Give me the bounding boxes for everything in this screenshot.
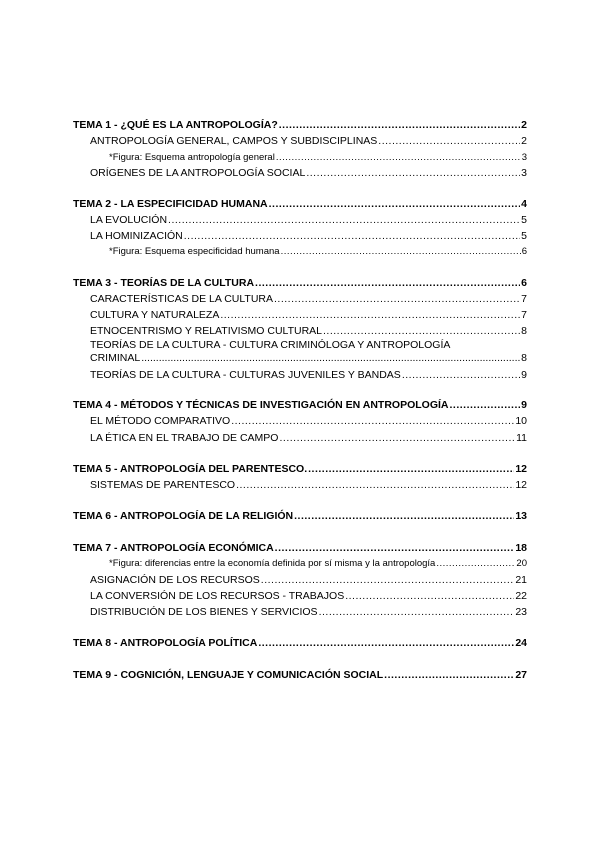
toc-page: 3	[521, 152, 527, 163]
dot-leader	[220, 309, 520, 321]
toc-title: LA HOMINIZACIÓN	[90, 230, 183, 242]
toc-page: 7	[521, 309, 527, 321]
toc-page: 27	[515, 669, 527, 681]
dot-leader	[255, 277, 520, 289]
toc-page: 6	[521, 246, 527, 257]
toc-entry-etnocentrismo[interactable]	[90, 325, 527, 337]
toc-page: 6	[521, 277, 527, 289]
toc-entry-tema-6[interactable]	[73, 510, 527, 522]
dot-leader	[276, 152, 521, 163]
toc-entry-sistemas-parentesco[interactable]	[90, 479, 527, 491]
toc-title: TEMA 5 - ANTROPOLOGÍA DEL PARENTESCO.	[73, 463, 308, 475]
toc-title: *Figura: Esquema antropología general	[109, 152, 275, 163]
toc-title: *Figura: diferencias entre la economía definida por sí misma y la antropología	[109, 558, 436, 569]
toc-title: LA EVOLUCIÓN	[90, 214, 168, 226]
dot-leader	[231, 415, 514, 427]
toc-entry-conversion[interactable]	[90, 590, 527, 602]
toc-entry-tema-1[interactable]	[73, 119, 527, 131]
toc-page: 23	[515, 606, 527, 618]
toc-entry-figura-especificidad[interactable]	[109, 246, 527, 257]
toc-page: 9	[521, 369, 527, 381]
toc-entry-figura-antropologia-general[interactable]	[109, 152, 527, 163]
toc-page: 21	[515, 574, 527, 586]
toc-entry-tema-4[interactable]	[73, 399, 527, 411]
toc-page: 8	[521, 325, 527, 337]
toc-title: TEMA 1 - ¿QUÉ ES LA ANTROPOLOGÍA?	[73, 119, 278, 131]
toc-title-line-1: TEORÍAS DE LA CULTURA - CULTURA CRIMINÓLOGA Y ANTROPOLOGÍA	[90, 339, 451, 351]
dot-leader	[168, 214, 520, 226]
dot-leader	[294, 510, 514, 522]
dot-leader	[323, 325, 520, 337]
toc-page: 24	[515, 637, 527, 649]
dot-leader	[261, 574, 515, 586]
toc-title: LA ÉTICA EN EL TRABAJO DE CAMPO	[90, 432, 279, 444]
toc-title: TEMA 8 - ANTROPOLOGÍA POLÍTICA	[73, 637, 258, 649]
toc-page: 7	[521, 293, 527, 305]
toc-page: 12	[515, 463, 527, 475]
toc-entry-origenes[interactable]	[90, 167, 527, 179]
toc-entry-antropologia-general[interactable]	[90, 135, 527, 147]
toc-title: TEMA 3 - TEORÍAS DE LA CULTURA	[73, 277, 255, 289]
toc-page: 4	[521, 198, 527, 210]
toc-title-line-2-row	[90, 352, 527, 365]
dot-leader	[236, 479, 514, 491]
toc-title: TEMA 6 - ANTROPOLOGÍA DE LA RELIGIÓN	[73, 510, 294, 522]
toc-entry-tema-8[interactable]	[73, 637, 527, 649]
dot-leader	[384, 669, 514, 681]
toc-title: EL MÉTODO COMPARATIVO	[90, 415, 231, 427]
toc-page: 5	[521, 230, 527, 242]
toc-title: ORÍGENES DE LA ANTROPOLOGÍA SOCIAL	[90, 167, 306, 179]
dot-leader	[306, 167, 520, 179]
toc-page: 22	[515, 590, 527, 602]
toc-page: 3	[521, 167, 527, 179]
toc-entry-metodo-comparativo[interactable]	[90, 415, 527, 427]
toc-entry-cultura-criminologa[interactable]	[90, 339, 527, 365]
toc-page: 2	[521, 135, 527, 147]
toc-page: 8	[521, 352, 527, 364]
toc-title: TEMA 9 - COGNICIÓN, LENGUAJE Y COMUNICACIÓN SOCIAL	[73, 669, 384, 681]
toc-page: 20	[516, 558, 527, 569]
dot-leader	[279, 119, 520, 131]
toc-entry-tema-2[interactable]	[73, 198, 527, 210]
dot-leader	[308, 463, 514, 475]
toc-page: 2	[521, 119, 527, 131]
toc-page: 10	[515, 415, 527, 427]
toc-entry-figura-economia[interactable]	[109, 558, 527, 569]
toc-entry-asignacion[interactable]	[90, 574, 527, 586]
toc-entry-evolucion[interactable]	[90, 214, 527, 226]
toc-title: CULTURA Y NATURALEZA	[90, 309, 220, 321]
dot-leader	[275, 542, 515, 554]
toc-title: CARACTERÍSTICAS DE LA CULTURA	[90, 293, 274, 305]
dot-leader	[141, 352, 520, 365]
dot-leader	[269, 198, 521, 210]
toc-entry-hominizacion[interactable]	[90, 230, 527, 242]
dot-leader	[345, 590, 514, 602]
toc-page: 5	[521, 214, 527, 226]
toc-title: TEMA 4 - MÉTODOS Y TÉCNICAS DE INVESTIGACIÓN EN ANTROPOLOGÍA	[73, 399, 449, 411]
toc-title: ETNOCENTRISMO Y RELATIVISMO CULTURAL	[90, 325, 323, 337]
toc-entry-tema-9[interactable]	[73, 669, 527, 681]
dot-leader	[436, 558, 515, 569]
dot-leader	[450, 399, 521, 411]
toc-entry-tema-3[interactable]	[73, 277, 527, 289]
toc-entry-etica[interactable]	[90, 432, 527, 444]
toc-entry-cultura-naturaleza[interactable]	[90, 309, 527, 321]
dot-leader	[279, 432, 515, 444]
toc-page: 18	[515, 542, 527, 554]
toc-title: TEMA 2 - LA ESPECIFICIDAD HUMANA	[73, 198, 268, 210]
toc-title: *Figura: Esquema especificidad humana	[109, 246, 280, 257]
toc-page: 11	[516, 432, 527, 444]
dot-leader	[378, 135, 520, 147]
toc-entry-tema-5[interactable]	[73, 463, 527, 475]
toc-entry-tema-7[interactable]	[73, 542, 527, 554]
toc-title: DISTRIBUCIÓN DE LOS BIENES Y SERVICIOS	[90, 606, 318, 618]
toc-title-line-2: CRIMINAL	[90, 352, 141, 364]
toc-page: 12	[515, 479, 527, 491]
dot-leader	[281, 246, 521, 257]
dot-leader	[258, 637, 514, 649]
toc-page: 13	[515, 510, 527, 522]
toc-title: SISTEMAS DE PARENTESCO	[90, 479, 236, 491]
toc-title: ASIGNACIÓN DE LOS RECURSOS	[90, 574, 260, 586]
toc-title: ANTROPOLOGÍA GENERAL, CAMPOS Y SUBDISCIPLINAS	[90, 135, 378, 147]
toc-entry-culturas-juveniles[interactable]	[90, 369, 527, 381]
toc-title: TEORÍAS DE LA CULTURA - CULTURAS JUVENILES Y BANDAS	[90, 369, 401, 381]
dot-leader	[402, 369, 520, 381]
toc-title: LA CONVERSIÓN DE LOS RECURSOS - TRABAJOS	[90, 590, 345, 602]
dot-leader	[319, 606, 515, 618]
toc-page: 9	[521, 399, 527, 411]
toc-title: TEMA 7 - ANTROPOLOGÍA ECONÓMICA	[73, 542, 274, 554]
dot-leader	[274, 293, 520, 305]
toc-entry-caracteristicas[interactable]	[90, 293, 527, 305]
dot-leader	[184, 230, 520, 242]
toc-entry-distribucion[interactable]	[90, 606, 527, 618]
